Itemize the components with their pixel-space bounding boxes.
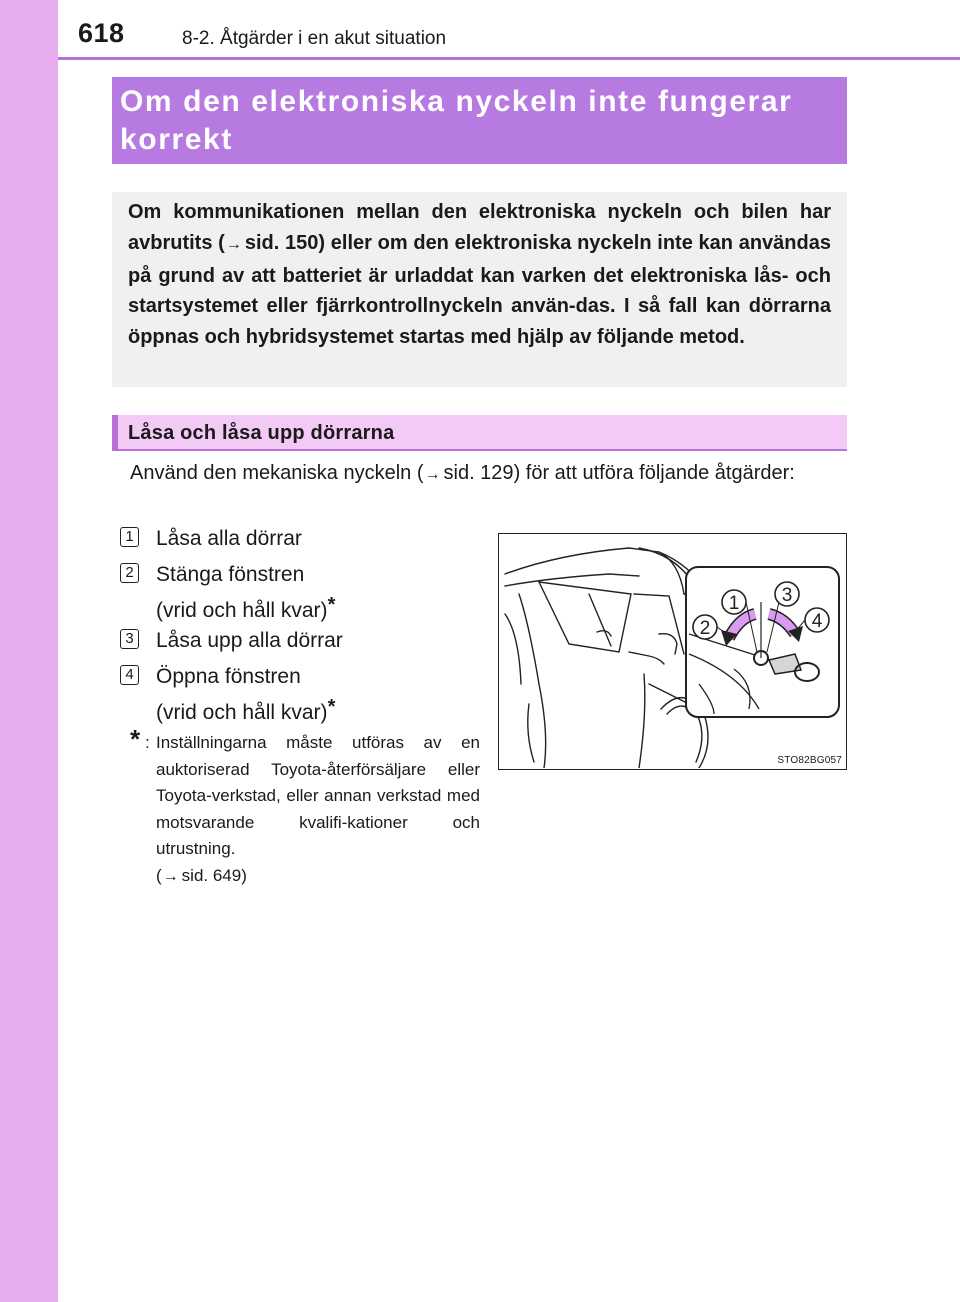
callout-1-label: 1 [728, 593, 740, 614]
arrow-right-icon: → [225, 235, 242, 253]
step-text [156, 560, 335, 626]
arrow-right-icon: → [424, 466, 441, 483]
header-rule [58, 57, 960, 60]
section-title: 8-2. Åtgärder i en akut situation [182, 28, 447, 49]
footnote-colon: : [145, 733, 150, 752]
body-text-part-2: ) för att utföra följande åtgärder: [513, 462, 795, 484]
step-number-badge: 4 [120, 665, 139, 685]
page-title-banner [112, 77, 847, 164]
step-number-badge: 2 [120, 563, 139, 583]
subsection-header [112, 415, 847, 451]
step-text [156, 626, 343, 656]
intro-page-ref[interactable]: sid. 150 [244, 231, 319, 254]
page-number: 618 [78, 18, 125, 48]
footnote-page-ref[interactable]: sid. 649 [181, 865, 242, 885]
footnote-asterisk: * [130, 724, 141, 754]
callout-4-label: 4 [811, 611, 823, 632]
step-sublabel: (vrid och håll kvar) [156, 701, 328, 724]
step-sublabel: (vrid och håll kvar) [156, 599, 328, 622]
footnote-body: Inställningarna måste utföras av en auktoriserad Toyota-återförsäljare eller Toyota-verkstad, eller annan verkstad med motsvarande kvalifi-kationer och utrustning. (→ sid. 649) [156, 730, 480, 890]
intro-box [112, 192, 847, 387]
subsection-title: Låsa och låsa upp dörrarna [128, 422, 395, 444]
step-text [156, 524, 302, 554]
callout-2-label: 2 [699, 618, 711, 639]
step-number-badge: 1 [120, 527, 139, 547]
footnote [130, 724, 480, 890]
intro-text-part-2: ) eller om den elektroniska nyckeln inte kan användas på grund av att batteriet är urladdat kan varken det elektroniska lås- och startsystemet eller fjärrkontrollnyckeln använ-das. I så fall kan dörrarna öppnas och hybridsystemet startas med hjälp av följande metod. [128, 231, 831, 349]
arrow-right-icon: → [162, 867, 179, 885]
step-label: Stänga fönstren [156, 563, 305, 586]
step-number-badge: 3 [120, 629, 139, 649]
step-label: Öppna fönstren [156, 665, 301, 688]
left-margin-band [0, 0, 58, 1302]
page-title-line-2: korrekt [120, 123, 233, 156]
page-title-line-1: Om den elektroniska nyckeln inte fungerar [120, 85, 793, 118]
car-door-key-drawing [499, 534, 845, 768]
asterisk-mark: * [327, 696, 336, 718]
callout-3-label: 3 [781, 585, 793, 606]
body-page-ref[interactable]: sid. 129 [443, 462, 514, 484]
intro-text-part-1: Om kommunikationen mellan den elektroniska nyckeln och bilen har avbrutits ( [128, 201, 831, 254]
footnote-text: Inställningarna måste utföras av en auktoriserad Toyota-återförsäljare eller Toyota-verkstad, eller annan verkstad med motsvarande kvalifi-kationer och utrustning. [156, 733, 480, 858]
step-label: Låsa upp alla dörrar [156, 629, 343, 652]
step-text [156, 662, 335, 728]
intro-text [128, 197, 831, 353]
car-door-illustration [498, 533, 847, 770]
body-text [130, 458, 840, 490]
figure-code: STO82BG057 [777, 755, 842, 766]
asterisk-mark: * [327, 594, 336, 616]
body-text-part-1: Använd den mekaniska nyckeln ( [130, 462, 424, 484]
step-label: Låsa alla dörrar [156, 527, 302, 550]
